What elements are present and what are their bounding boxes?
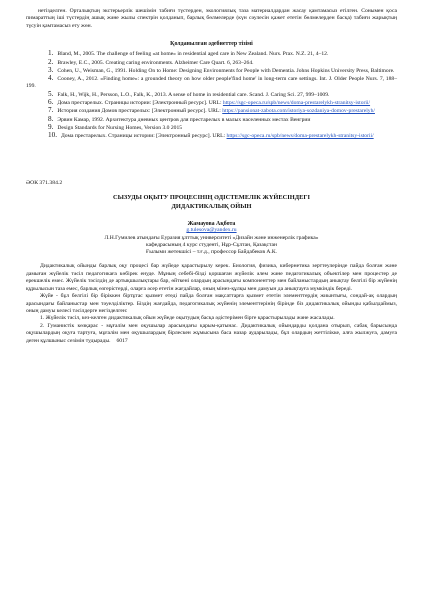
article-title-line-1: СЫЗУДЫ ОҚЫТУ ПРОЦЕСІНІҢ ӘДІСТЕМЕЛІК ЖҮЙЕСІНДЕГІ bbox=[113, 194, 310, 202]
reference-item bbox=[26, 75, 397, 91]
reference-link[interactable]: https://sgc-opeca.ru/spb/news/doma-prestarelykh-stranitsy-istorii/ bbox=[226, 133, 374, 140]
reference-item bbox=[26, 91, 397, 99]
references-list bbox=[26, 50, 397, 140]
author-email-line bbox=[26, 227, 397, 234]
affiliation-line-2: кафедрасының 4 курс студенті, Нұр-Сұлтан, Қазақстан bbox=[145, 241, 278, 248]
body-paragraph-2: Жүйе - бұл белгілі бір біріккен біртұтас қызмет етеді пайда болған мақсаттарға қызмет ететін элементтердің жиынтығы, сондай-ақ олардың арасындағы байланыстар мен тәуелділіктер. Біздің жағдайда, педагогикалық жүйенің элементтерінің бірінде біз дидактикалық ойынды қабылдаймыз, оның дамуы келесі тәсілдерге негізделген: bbox=[26, 293, 397, 314]
supervisor-line: Ғылыми жетекшісі – т.ғ.д., профессор Байдабеков А.К. bbox=[146, 249, 277, 256]
reference-text: Design Standards for Nursing Homes, Version 3.0 2015 bbox=[57, 124, 183, 131]
reference-number: 5. bbox=[48, 89, 54, 98]
reference-text: Bland, M., 2005. The challenge of feeling «at home» in residential aged care in New Zealand. Nurs. Prax. N.Z. 21, 4–12. bbox=[57, 51, 329, 58]
reference-number: 6. bbox=[48, 98, 54, 106]
reference-number: 9. bbox=[48, 122, 54, 131]
reference-text: Falk, H., Wijk, H., Persson, L.O., Falk, K., 2013. A sense of home in residential care. Scand. J. Caring Sci. 27, 999–1009. bbox=[57, 91, 330, 98]
reference-number: 10. bbox=[48, 131, 57, 140]
reference-number: 4. bbox=[48, 74, 54, 83]
reference-item bbox=[26, 99, 397, 107]
reference-item bbox=[26, 67, 397, 75]
reference-link[interactable]: https://pansionat-zabota.com/istoriya-sozdaniya-domov-prestarelyh/ bbox=[222, 108, 375, 115]
reference-text: Дома престарелых. Страницы истории: [Электронный ресурс]. URL: bbox=[57, 100, 222, 106]
article-title-line-2: ДИДАКТИКАЛЫҚ ОЙЫН bbox=[171, 202, 252, 210]
body-paragraph-1: Дидактикалық ойынды барлық оқу процесі бар жүйеде қарастырылу керек. Биология, физика, кибернетика зерттеулерінде пайда болған және дамыған жүйелік тәсіл педагогикаға көбірек енуде. Мұның себебі-бізді қоршаған жүйелік әлем және педагогикалық объектілер мен процестер де ерекшелік емес. Жүйелік тәсілдің де артықшылықтары бар, өйткені олардың арасындағы компоненттер мен байланыстардың анықтау белгілі бір жүйенің құрылысын таза емес, барлық өзгерістерді, оларға әсер ететін жағдайлар, оның мінез-құлқы мен дамуын да анықтауға мүмкіндік береді. bbox=[26, 263, 397, 292]
reference-link[interactable]: https://sgc-opeca.ru/spb/news/doma-prestarelykh-stranitsy-istorii/ bbox=[222, 100, 371, 106]
udc-code: ӘОК 371.384.2 bbox=[26, 180, 63, 187]
reference-text: История создания Домов престарелых: [Электронный ресурс]. URL: bbox=[57, 108, 221, 115]
reference-number: 7. bbox=[48, 106, 54, 115]
reference-number: 1. bbox=[48, 49, 54, 58]
reference-text: Эрвин Камар, 1992. Архитектура дневных центров для престарелых в малых населенных местах Венгрии bbox=[57, 116, 311, 123]
reference-number: 2. bbox=[48, 57, 54, 66]
reference-text: Дома престарелых. Страницы истории: [Электронный ресурс]. URL: bbox=[60, 133, 226, 140]
body-list-item-2 bbox=[26, 323, 397, 345]
reference-text: Brawley, E.C., 2005. Creating caring environments. Alzheimer Care Quart. 6, 263–264. bbox=[57, 59, 254, 66]
reference-item bbox=[26, 116, 397, 124]
page-number: 6017 bbox=[116, 337, 128, 344]
intro-paragraph: нетізделген. Орталықтың экстерьерлік шешімін табиғи түстерден, экологиялық таза материалдардан жасау қамтамасыз етілген. Сонымен қоса пимараттың іші түстердің ашық және жылы спектрін қолданып, барлық бөлмелерде (күн сәулесін қажет ететін бөлмелерден басқа) табиғи жарықтың түсуін қамтамасыз ету жөн. bbox=[26, 8, 397, 29]
reference-item bbox=[26, 124, 397, 132]
reference-item bbox=[26, 59, 397, 67]
reference-text: Cohen, U., Weisman, G., 1991. Holding On to Home: Designing Environments for People with Dementia. Johns Hopkins University Press, Baltimore. bbox=[57, 67, 395, 74]
reference-item bbox=[26, 107, 397, 115]
references-title: Қолданылған әдебиеттер тізімі bbox=[170, 41, 253, 48]
reference-number: 8. bbox=[48, 114, 54, 123]
article-title bbox=[26, 194, 397, 211]
author-email[interactable]: g.tulesova@yandex.ru bbox=[186, 227, 237, 234]
reference-item bbox=[26, 50, 397, 58]
reference-item bbox=[26, 132, 397, 140]
reference-number: 3. bbox=[48, 65, 54, 74]
body-list-item-2-text: 2. Гуманистік көзқарас - мұғалім мен оқушылар арасындағы қарым-қатынас. Дидактикалық ойындарды қолдана отырып, сабақ барысында оқушылардың оқуға тартуға, мұғалім мен оқушылардың бірлескен жұмысына баса назар аударылады, бұл олардың жеттілікке, алға жылжуға, дамуға деген құлшыныс сезімін тудырады. bbox=[26, 322, 397, 344]
affiliation-line-1: Л.Н.Гумилев атындағы Еуразия ұлттық университеті «Дизайн және инженерлік графика» bbox=[104, 234, 319, 241]
author-name: Жамауова Ақбота bbox=[187, 221, 236, 228]
reference-text: Cooney, A., 2012. «Finding home»: a grounded theory on how older people'find home' in long-term care settings. Int. J. Older People Nurs. 7, 188–199. bbox=[26, 76, 397, 90]
body-list-item-1: 1. Жүйелік тәсіл, кез-келген дидактикалық ойын жүйеде оқытудың басқа әдістерімен бірге қарастырылады және жасалады. bbox=[40, 315, 335, 322]
